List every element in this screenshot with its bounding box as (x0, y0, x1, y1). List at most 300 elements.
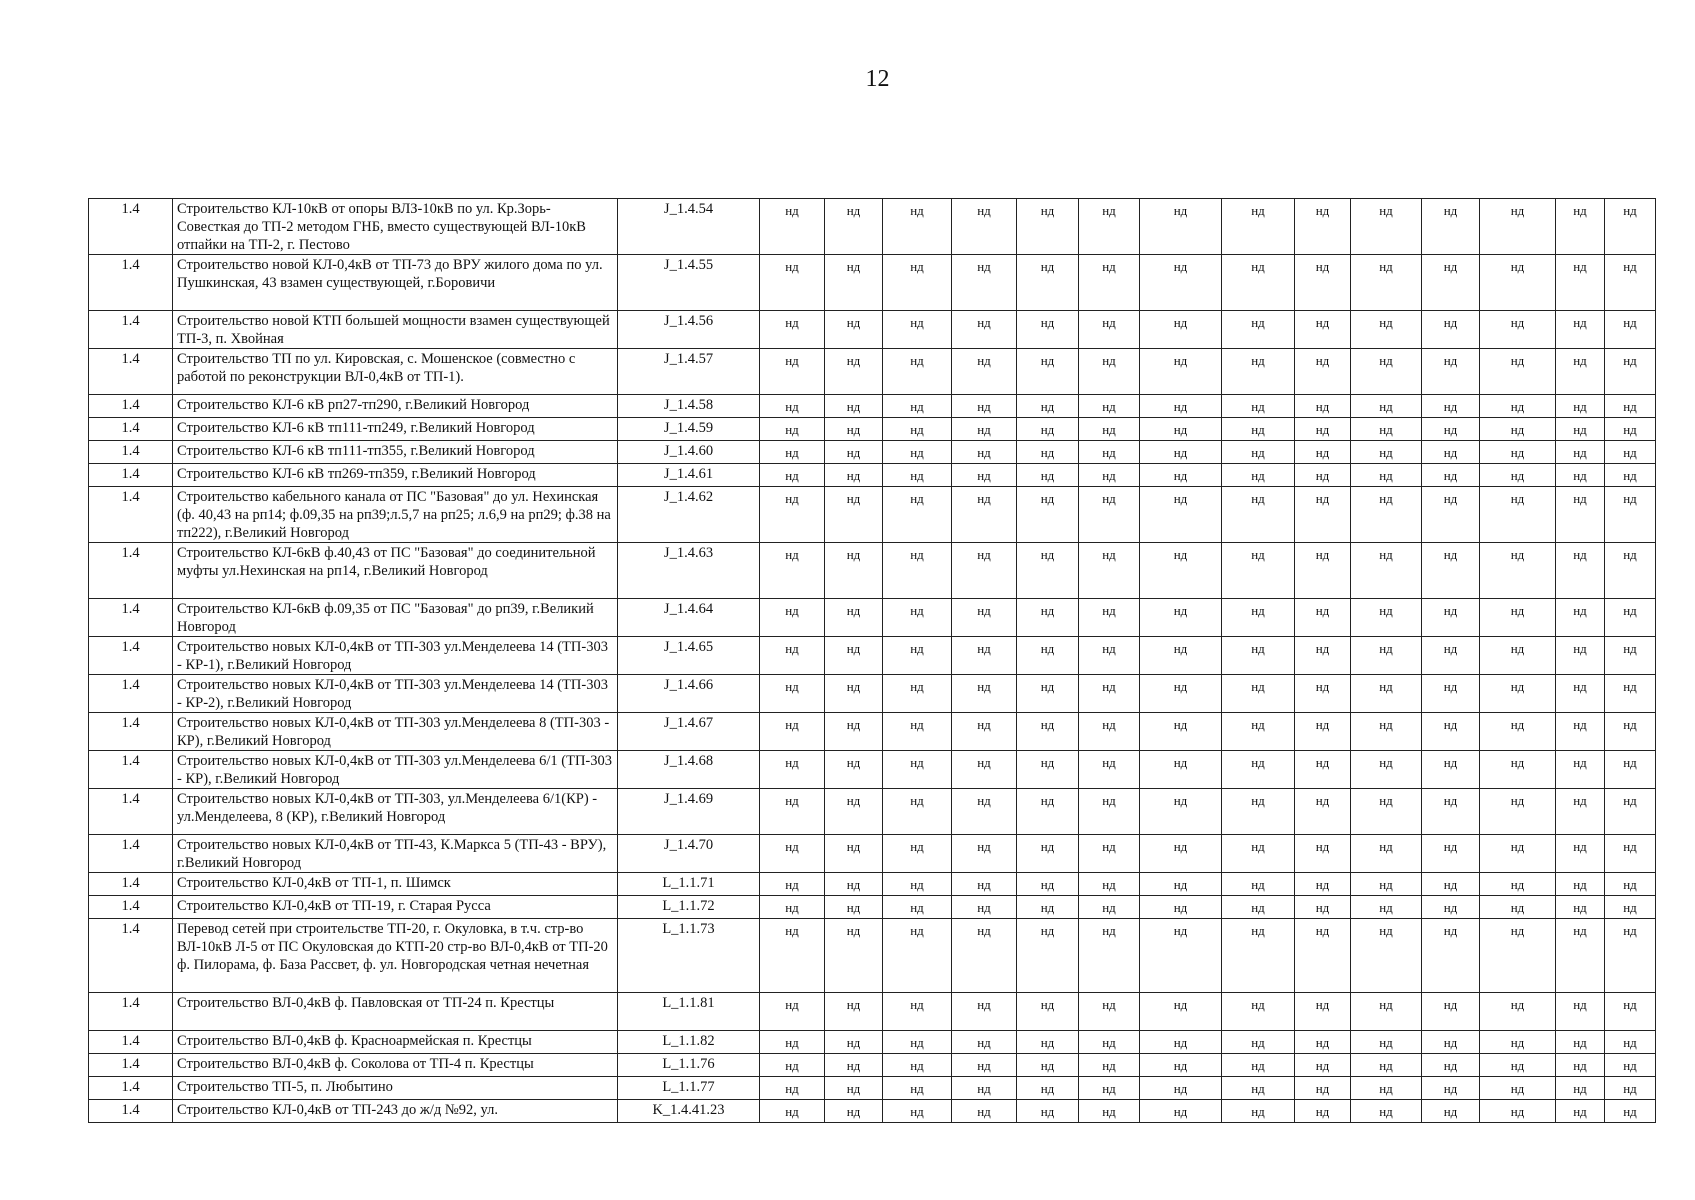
table-row (89, 1100, 1656, 1123)
row-number-cell: 1.4 (89, 418, 173, 441)
no-data-cell: нд (1222, 637, 1295, 675)
no-data-cell: нд (1140, 1077, 1222, 1100)
no-data-cell: нд (1480, 1031, 1556, 1054)
no-data-cell: нд (883, 919, 952, 993)
no-data-cell: нд (1017, 789, 1079, 835)
no-data-cell: нд (1422, 464, 1480, 487)
no-data-cell: нд (1140, 311, 1222, 349)
no-data-cell: нд (1140, 349, 1222, 395)
no-data-cell: нд (1605, 418, 1656, 441)
no-data-cell: нд (1605, 1031, 1656, 1054)
no-data-cell: нд (1079, 713, 1140, 751)
no-data-cell: нд (1422, 637, 1480, 675)
no-data-cell: нд (1480, 199, 1556, 255)
no-data-cell: нд (1351, 751, 1422, 789)
no-data-cell: нд (1480, 464, 1556, 487)
row-number-cell: 1.4 (89, 1054, 173, 1077)
no-data-cell: нд (1222, 255, 1295, 311)
no-data-cell: нд (1222, 441, 1295, 464)
no-data-cell: нд (1295, 487, 1351, 543)
no-data-cell: нд (1140, 1054, 1222, 1077)
row-number-cell: 1.4 (89, 311, 173, 349)
project-code-cell: J_1.4.65 (618, 637, 760, 675)
no-data-cell: нд (952, 543, 1017, 599)
no-data-cell: нд (1222, 1031, 1295, 1054)
no-data-cell: нд (1351, 395, 1422, 418)
no-data-cell: нд (1222, 896, 1295, 919)
no-data-cell: нд (883, 1031, 952, 1054)
no-data-cell: нд (825, 441, 883, 464)
no-data-cell: нд (1480, 599, 1556, 637)
no-data-cell: нд (883, 543, 952, 599)
no-data-cell: нд (1422, 835, 1480, 873)
no-data-cell: нд (1079, 751, 1140, 789)
no-data-cell: нд (825, 311, 883, 349)
no-data-cell: нд (1079, 919, 1140, 993)
no-data-cell: нд (1079, 395, 1140, 418)
no-data-cell: нд (1556, 1077, 1605, 1100)
row-number-cell: 1.4 (89, 464, 173, 487)
no-data-cell: нд (1017, 835, 1079, 873)
no-data-cell: нд (1480, 873, 1556, 896)
no-data-cell: нд (1422, 751, 1480, 789)
row-number-cell: 1.4 (89, 1031, 173, 1054)
no-data-cell: нд (1295, 1054, 1351, 1077)
no-data-cell: нд (1480, 713, 1556, 751)
table-row (89, 487, 1656, 543)
no-data-cell: нд (1079, 637, 1140, 675)
no-data-cell: нд (1017, 896, 1079, 919)
no-data-cell: нд (1605, 255, 1656, 311)
project-name-cell: Строительство новых КЛ-0,4кВ от ТП-303 ул.Менделеева 14 (ТП-303 - КР-2), г.Великий Новгород (173, 675, 618, 713)
no-data-cell: нд (1605, 311, 1656, 349)
no-data-cell: нд (1222, 395, 1295, 418)
no-data-cell: нд (952, 713, 1017, 751)
no-data-cell: нд (1079, 835, 1140, 873)
no-data-cell: нд (825, 418, 883, 441)
no-data-cell: нд (760, 487, 825, 543)
no-data-cell: нд (1480, 993, 1556, 1031)
no-data-cell: нд (760, 993, 825, 1031)
no-data-cell: нд (760, 1031, 825, 1054)
no-data-cell: нд (760, 1054, 825, 1077)
no-data-cell: нд (883, 1077, 952, 1100)
no-data-cell: нд (952, 751, 1017, 789)
no-data-cell: нд (1605, 599, 1656, 637)
no-data-cell: нд (1422, 311, 1480, 349)
no-data-cell: нд (1079, 1031, 1140, 1054)
no-data-cell: нд (1556, 311, 1605, 349)
no-data-cell: нд (1017, 599, 1079, 637)
no-data-cell: нд (1351, 418, 1422, 441)
no-data-cell: нд (1222, 835, 1295, 873)
project-name-cell: Строительство новых КЛ-0,4кВ от ТП-303 ул.Менделеева 8 (ТП-303 - КР), г.Великий Новгород (173, 713, 618, 751)
project-code-cell: J_1.4.58 (618, 395, 760, 418)
no-data-cell: нд (1556, 464, 1605, 487)
no-data-cell: нд (1017, 543, 1079, 599)
no-data-cell: нд (825, 993, 883, 1031)
row-number-cell: 1.4 (89, 675, 173, 713)
no-data-cell: нд (1605, 789, 1656, 835)
no-data-cell: нд (1556, 835, 1605, 873)
project-code-cell: J_1.4.54 (618, 199, 760, 255)
no-data-cell: нд (1222, 311, 1295, 349)
no-data-cell: нд (760, 543, 825, 599)
no-data-cell: нд (825, 464, 883, 487)
no-data-cell: нд (1222, 873, 1295, 896)
table-row (89, 835, 1656, 873)
project-code-cell: L_1.1.77 (618, 1077, 760, 1100)
no-data-cell: нд (1480, 751, 1556, 789)
table-row (89, 637, 1656, 675)
page-number: 12 (865, 66, 890, 92)
project-code-cell: L_1.1.76 (618, 1054, 760, 1077)
table-row (89, 441, 1656, 464)
no-data-cell: нд (952, 789, 1017, 835)
row-number-cell: 1.4 (89, 896, 173, 919)
no-data-cell: нд (952, 349, 1017, 395)
no-data-cell: нд (883, 199, 952, 255)
no-data-cell: нд (1480, 835, 1556, 873)
project-name-cell: Строительство новых КЛ-0,4кВ от ТП-303, ул.Менделеева 6/1(КР) - ул.Менделеева, 8 (КР), г.Великий Новгород (173, 789, 618, 835)
row-number-cell: 1.4 (89, 543, 173, 599)
table-row (89, 789, 1656, 835)
no-data-cell: нд (1422, 395, 1480, 418)
project-name-cell: Строительство ТП по ул. Кировская, с. Мошенское (совместно с работой по реконструкции ВЛ-0,4кВ от ТП-1). (173, 349, 618, 395)
no-data-cell: нд (1140, 919, 1222, 993)
table-row (89, 311, 1656, 349)
no-data-cell: нд (1556, 487, 1605, 543)
no-data-cell: нд (1351, 1054, 1422, 1077)
no-data-cell: нд (1605, 896, 1656, 919)
no-data-cell: нд (825, 789, 883, 835)
no-data-cell: нд (1351, 311, 1422, 349)
no-data-cell: нд (1140, 487, 1222, 543)
no-data-cell: нд (1351, 1077, 1422, 1100)
no-data-cell: нд (1017, 1100, 1079, 1123)
no-data-cell: нд (1017, 993, 1079, 1031)
table-row (89, 599, 1656, 637)
no-data-cell: нд (825, 487, 883, 543)
no-data-cell: нд (1017, 441, 1079, 464)
no-data-cell: нд (760, 637, 825, 675)
no-data-cell: нд (1351, 199, 1422, 255)
table-row (89, 1031, 1656, 1054)
no-data-cell: нд (1351, 599, 1422, 637)
no-data-cell: нд (1556, 255, 1605, 311)
project-code-cell: J_1.4.63 (618, 543, 760, 599)
no-data-cell: нд (1295, 919, 1351, 993)
no-data-cell: нд (1079, 675, 1140, 713)
row-number-cell: 1.4 (89, 349, 173, 395)
row-number-cell: 1.4 (89, 199, 173, 255)
no-data-cell: нд (1556, 1031, 1605, 1054)
no-data-cell: нд (1222, 675, 1295, 713)
no-data-cell: нд (952, 464, 1017, 487)
no-data-cell: нд (1140, 543, 1222, 599)
no-data-cell: нд (825, 543, 883, 599)
no-data-cell: нд (760, 873, 825, 896)
no-data-cell: нд (1079, 441, 1140, 464)
no-data-cell: нд (1222, 1077, 1295, 1100)
no-data-cell: нд (1222, 543, 1295, 599)
no-data-cell: нд (1079, 311, 1140, 349)
no-data-cell: нд (1605, 1077, 1656, 1100)
no-data-cell: нд (1351, 993, 1422, 1031)
table-row (89, 464, 1656, 487)
no-data-cell: нд (1422, 349, 1480, 395)
no-data-cell: нд (1222, 418, 1295, 441)
no-data-cell: нд (883, 311, 952, 349)
no-data-cell: нд (1140, 599, 1222, 637)
project-name-cell: Строительство ВЛ-0,4кВ ф. Павловская от ТП-24 п. Крестцы (173, 993, 618, 1031)
project-name-cell: Строительство КЛ-6 кВ тп111-тп249, г.Великий Новгород (173, 418, 618, 441)
project-name-cell: Строительство КЛ-6 кВ тп269-тп359, г.Великий Новгород (173, 464, 618, 487)
no-data-cell: нд (1422, 993, 1480, 1031)
projects-table (88, 198, 1656, 1123)
no-data-cell: нд (1422, 441, 1480, 464)
no-data-cell: нд (825, 751, 883, 789)
no-data-cell: нд (760, 599, 825, 637)
no-data-cell: нд (1556, 751, 1605, 789)
no-data-cell: нд (952, 919, 1017, 993)
no-data-cell: нд (1017, 349, 1079, 395)
no-data-cell: нд (825, 199, 883, 255)
project-code-cell: J_1.4.59 (618, 418, 760, 441)
row-number-cell: 1.4 (89, 599, 173, 637)
no-data-cell: нд (1295, 441, 1351, 464)
project-code-cell: J_1.4.62 (618, 487, 760, 543)
project-code-cell: J_1.4.61 (618, 464, 760, 487)
table-row (89, 255, 1656, 311)
no-data-cell: нд (1079, 1054, 1140, 1077)
no-data-cell: нд (1017, 311, 1079, 349)
no-data-cell: нд (825, 637, 883, 675)
project-code-cell: J_1.4.69 (618, 789, 760, 835)
no-data-cell: нд (760, 1100, 825, 1123)
no-data-cell: нд (1295, 637, 1351, 675)
no-data-cell: нд (760, 751, 825, 789)
no-data-cell: нд (825, 713, 883, 751)
no-data-cell: нд (952, 199, 1017, 255)
no-data-cell: нд (1017, 464, 1079, 487)
no-data-cell: нд (1222, 751, 1295, 789)
project-name-cell: Строительство новых КЛ-0,4кВ от ТП-303 ул.Менделеева 6/1 (ТП-303 - КР), г.Великий Новгород (173, 751, 618, 789)
no-data-cell: нд (952, 873, 1017, 896)
row-number-cell: 1.4 (89, 1077, 173, 1100)
no-data-cell: нд (1017, 199, 1079, 255)
no-data-cell: нд (760, 441, 825, 464)
no-data-cell: нд (883, 713, 952, 751)
no-data-cell: нд (883, 896, 952, 919)
no-data-cell: нд (760, 919, 825, 993)
project-code-cell: L_1.1.72 (618, 896, 760, 919)
no-data-cell: нд (1605, 751, 1656, 789)
no-data-cell: нд (760, 464, 825, 487)
no-data-cell: нд (1480, 441, 1556, 464)
no-data-cell: нд (1140, 1100, 1222, 1123)
no-data-cell: нд (1222, 349, 1295, 395)
no-data-cell: нд (1079, 896, 1140, 919)
row-number-cell: 1.4 (89, 789, 173, 835)
no-data-cell: нд (1017, 395, 1079, 418)
project-name-cell: Строительство кабельного канала от ПС "Базовая" до ул. Нехинская (ф. 40,43 на рп14; ф.09,35 на рп39;л.5,7 на рп25; л.6,9 на рп29; ф.38 на тп222), г.Великий Новгород (173, 487, 618, 543)
no-data-cell: нд (1140, 713, 1222, 751)
no-data-cell: нд (1140, 835, 1222, 873)
no-data-cell: нд (1017, 873, 1079, 896)
no-data-cell: нд (1295, 751, 1351, 789)
no-data-cell: нд (1017, 675, 1079, 713)
table-row (89, 896, 1656, 919)
no-data-cell: нд (883, 835, 952, 873)
no-data-cell: нд (883, 1100, 952, 1123)
no-data-cell: нд (1556, 418, 1605, 441)
project-code-cell: J_1.4.66 (618, 675, 760, 713)
no-data-cell: нд (760, 713, 825, 751)
project-name-cell: Строительство КЛ-0,4кВ от ТП-243 до ж/д №92, ул. (173, 1100, 618, 1123)
no-data-cell: нд (1079, 599, 1140, 637)
no-data-cell: нд (1140, 441, 1222, 464)
row-number-cell: 1.4 (89, 993, 173, 1031)
no-data-cell: нд (952, 395, 1017, 418)
no-data-cell: нд (952, 1100, 1017, 1123)
no-data-cell: нд (1351, 543, 1422, 599)
project-code-cell: J_1.4.55 (618, 255, 760, 311)
no-data-cell: нд (1017, 418, 1079, 441)
no-data-cell: нд (952, 835, 1017, 873)
no-data-cell: нд (952, 896, 1017, 919)
no-data-cell: нд (1605, 1100, 1656, 1123)
no-data-cell: нд (883, 675, 952, 713)
no-data-cell: нд (1140, 418, 1222, 441)
no-data-cell: нд (1351, 464, 1422, 487)
table-row (89, 873, 1656, 896)
no-data-cell: нд (1295, 1100, 1351, 1123)
row-number-cell: 1.4 (89, 751, 173, 789)
no-data-cell: нд (1422, 675, 1480, 713)
no-data-cell: нд (825, 255, 883, 311)
row-number-cell: 1.4 (89, 873, 173, 896)
table-row (89, 418, 1656, 441)
no-data-cell: нд (1017, 1031, 1079, 1054)
no-data-cell: нд (1351, 873, 1422, 896)
no-data-cell: нд (760, 896, 825, 919)
no-data-cell: нд (1422, 255, 1480, 311)
row-number-cell: 1.4 (89, 1100, 173, 1123)
no-data-cell: нд (952, 441, 1017, 464)
no-data-cell: нд (1222, 599, 1295, 637)
no-data-cell: нд (1140, 896, 1222, 919)
no-data-cell: нд (1351, 896, 1422, 919)
no-data-cell: нд (825, 1031, 883, 1054)
no-data-cell: нд (1222, 464, 1295, 487)
no-data-cell: нд (1605, 543, 1656, 599)
no-data-cell: нд (1017, 919, 1079, 993)
no-data-cell: нд (952, 487, 1017, 543)
no-data-cell: нд (825, 349, 883, 395)
row-number-cell: 1.4 (89, 255, 173, 311)
no-data-cell: нд (1556, 993, 1605, 1031)
project-name-cell: Строительство ТП-5, п. Любытино (173, 1077, 618, 1100)
no-data-cell: нд (952, 311, 1017, 349)
no-data-cell: нд (1605, 1054, 1656, 1077)
no-data-cell: нд (883, 789, 952, 835)
no-data-cell: нд (1295, 255, 1351, 311)
no-data-cell: нд (883, 873, 952, 896)
no-data-cell: нд (1351, 713, 1422, 751)
no-data-cell: нд (1295, 675, 1351, 713)
no-data-cell: нд (1295, 464, 1351, 487)
no-data-cell: нд (1295, 349, 1351, 395)
no-data-cell: нд (1079, 255, 1140, 311)
no-data-cell: нд (1222, 487, 1295, 543)
no-data-cell: нд (1222, 993, 1295, 1031)
no-data-cell: нд (883, 637, 952, 675)
project-code-cell: K_1.4.41.23 (618, 1100, 760, 1123)
no-data-cell: нд (1605, 675, 1656, 713)
no-data-cell: нд (760, 789, 825, 835)
no-data-cell: нд (1480, 543, 1556, 599)
table-row (89, 993, 1656, 1031)
no-data-cell: нд (1422, 199, 1480, 255)
no-data-cell: нд (1222, 919, 1295, 993)
no-data-cell: нд (760, 835, 825, 873)
no-data-cell: нд (1295, 1077, 1351, 1100)
no-data-cell: нд (760, 311, 825, 349)
no-data-cell: нд (883, 751, 952, 789)
project-name-cell: Строительство КЛ-0,4кВ от ТП-1, п. Шимск (173, 873, 618, 896)
no-data-cell: нд (952, 637, 1017, 675)
project-code-cell: L_1.1.82 (618, 1031, 760, 1054)
no-data-cell: нд (825, 395, 883, 418)
no-data-cell: нд (760, 199, 825, 255)
no-data-cell: нд (1556, 543, 1605, 599)
no-data-cell: нд (1222, 1100, 1295, 1123)
no-data-cell: нд (825, 835, 883, 873)
project-name-cell: Перевод сетей при строительстве ТП-20, г. Окуловка, в т.ч. стр-во ВЛ-10кВ Л-5 от ПС Окуловская до КТП-20 стр-во ВЛ-0,4кВ от ТП-20 ф. Пилорама, ф. База Рассвет, ф. ул. Новгородская четная нечетная (173, 919, 618, 993)
no-data-cell: нд (1079, 1100, 1140, 1123)
no-data-cell: нд (1480, 789, 1556, 835)
no-data-cell: нд (1079, 789, 1140, 835)
no-data-cell: нд (1079, 1077, 1140, 1100)
no-data-cell: нд (1295, 896, 1351, 919)
no-data-cell: нд (1480, 1100, 1556, 1123)
no-data-cell: нд (825, 599, 883, 637)
no-data-cell: нд (1140, 873, 1222, 896)
table-row (89, 395, 1656, 418)
no-data-cell: нд (1017, 255, 1079, 311)
no-data-cell: нд (1351, 1031, 1422, 1054)
no-data-cell: нд (1480, 487, 1556, 543)
no-data-cell: нд (1605, 835, 1656, 873)
no-data-cell: нд (825, 919, 883, 993)
no-data-cell: нд (1295, 311, 1351, 349)
no-data-cell: нд (1140, 993, 1222, 1031)
no-data-cell: нд (1605, 713, 1656, 751)
no-data-cell: нд (1480, 675, 1556, 713)
table-row (89, 1054, 1656, 1077)
no-data-cell: нд (952, 1054, 1017, 1077)
no-data-cell: нд (1422, 919, 1480, 993)
no-data-cell: нд (1422, 418, 1480, 441)
project-name-cell: Строительство новых КЛ-0,4кВ от ТП-303 ул.Менделеева 14 (ТП-303 - КР-1), г.Великий Новгород (173, 637, 618, 675)
no-data-cell: нд (760, 349, 825, 395)
no-data-cell: нд (1605, 395, 1656, 418)
project-name-cell: Строительство ВЛ-0,4кВ ф. Красноармейская п. Крестцы (173, 1031, 618, 1054)
no-data-cell: нд (1422, 1031, 1480, 1054)
no-data-cell: нд (1556, 675, 1605, 713)
project-name-cell: Строительство новой КЛ-0,4кВ от ТП-73 до ВРУ жилого дома по ул. Пушкинская, 43 взамен существующей, г.Боровичи (173, 255, 618, 311)
